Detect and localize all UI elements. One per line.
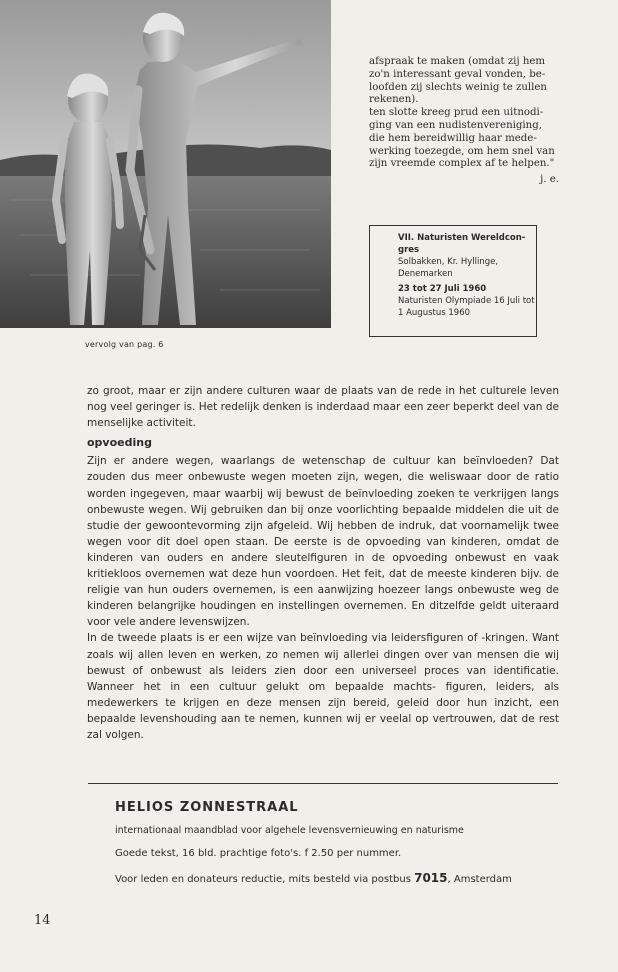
postbus-number: 7015 — [414, 871, 448, 885]
section-heading: opvoeding — [87, 436, 152, 450]
congress-dates: 23 tot 27 Juli 1960 — [398, 284, 487, 294]
side-paragraph-2: ten slotte kreeg prud een uitnodi- ging van een nudistenvereniging, die hem bereidwillig haar mede- werking toezegde, om hem snel van zijn vreemde complex af te helpen." — [369, 107, 555, 170]
advert-title: HELIOS ZONNESTRAAL — [115, 800, 299, 815]
congress-announcement-box — [369, 225, 537, 337]
article-paragraph-2: In de tweede plaats is er een wijze van beïnvloeding via leidersfiguren of -kringen. Want zoals wij allen leven en werken, zo nemen wij allerlei dingen over van mensen die wij bewust of onbewust als leiders zien door een universeel proces van identificatie. Wanneer het in een cultuur gelukt om bepaalde machts- figuren, leiders, als medewerkers te krijgen en deze mensen zijn bereid, geleid door hun inzicht, een bepaalde levenshouding aan te nemen, kunnen wij er veelal op vertrouwen, dat de rest zal volgen. — [87, 632, 559, 741]
photo-two-boys-by-lake-icon — [0, 0, 331, 328]
advert-city: , Amsterdam — [447, 874, 512, 885]
magazine-advert — [115, 800, 555, 885]
side-paragraph-1: afspraak te maken (omdat zij hem zo'n interessant geval vonden, be- loofden zij slechts weinig te zullen rekenen). — [369, 56, 547, 106]
advert-subtitle: internationaal maandblad voor algehele levensvernieuwing en naturisme — [115, 825, 464, 836]
congress-location: Solbakken, Kr. Hyllinge, Denemarken — [398, 257, 499, 279]
page-number: 14 — [34, 913, 51, 928]
congress-title: VII. Naturisten Wereldcon- gres — [398, 233, 526, 255]
advert-order-text: Voor leden en donateurs reductie, mits besteld via postbus — [115, 874, 411, 885]
side-column — [369, 56, 559, 187]
advert-order-line — [115, 871, 555, 885]
author-signature: j. e. — [540, 174, 559, 186]
photo-caption: vervolg van pag. 6 — [85, 340, 164, 349]
advert-price-line: Goede tekst, 16 bld. prachtige foto's. f 2.50 per nummer. — [115, 848, 402, 859]
divider — [88, 783, 558, 784]
article-intro: zo groot, maar er zijn andere culturen waar de plaats van de rede in het culturele leven nog veel geringer is. Het redelijk denken is inderdaad maar een zeer beperkt deel van de menselijke activiteit. — [87, 385, 559, 430]
article-body — [87, 383, 559, 743]
olympiade-info: Naturisten Olympiade 16 Juli tot 1 Augustus 1960 — [398, 296, 535, 318]
article-paragraph-1: Zijn er andere wegen, waarlangs de wetenschap de cultuur kan beïnvloeden? Dat zouden dus meer onbewuste wegen moeten zijn, wegen, die weliswaar door de ratio worden ingegeven, maar waarbij wij bewust de beïnvloeding zoeken te verkrijgen langs onbewuste wegen. Wij gebruiken dan bij onze voorlichting bepaalde middelen die uit de studie der gewoontevorming zijn afgeleid. Wij hebben de indruk, dat voornamelijk twee wegen voor dit doel open staan. De eerste is de opvoeding van kinderen, omdat de kinderen van ouders en andere sleutelfiguren in de opvoeding onbewust en vaak kritiekloos overnemen wat deze hun voordoen. Het feit, dat de meeste kinderen bijv. de religie van hun ouders overnemen, is een aanwijzing hoezeer langs onbewuste weg de kinderen belangrijke houdingen en instellingen overnemen. En ditzelfde geldt uiteraard voor vele andere levenswijzen. — [87, 455, 559, 629]
lake-photo — [0, 0, 331, 328]
